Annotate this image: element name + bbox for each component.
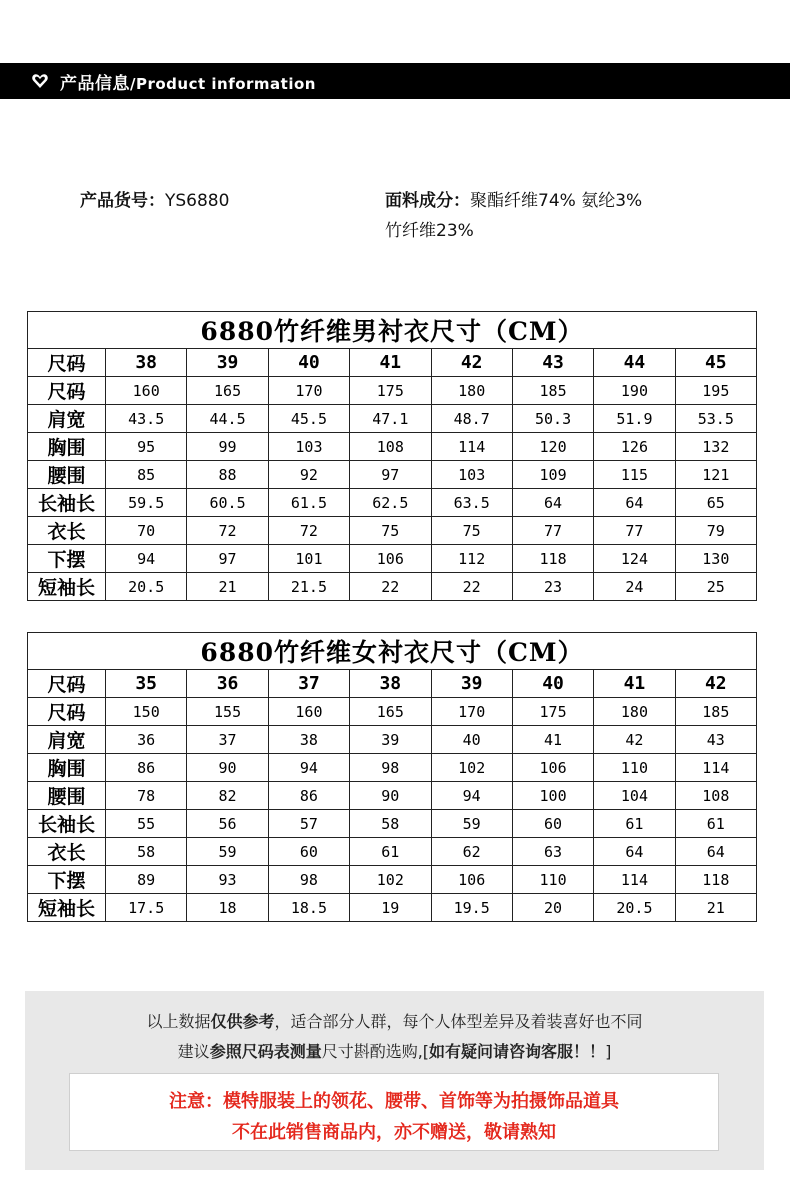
table-cell: 94 [106, 545, 187, 573]
table-cell: 86 [268, 782, 349, 810]
table-cell: 114 [431, 433, 512, 461]
table-cell: 86 [106, 754, 187, 782]
table-cell: 97 [350, 461, 431, 489]
table-cell: 72 [187, 517, 268, 545]
row-label: 尺码 [28, 698, 106, 726]
heart-icon [30, 71, 50, 91]
table-cell: 106 [431, 866, 512, 894]
table-cell: 21.5 [268, 573, 349, 601]
notice-text: 以上数据 [146, 1012, 211, 1031]
table-cell: 24 [594, 573, 675, 601]
table-cell: 195 [675, 377, 756, 405]
table-cell: 112 [431, 545, 512, 573]
row-label: 尺码 [28, 377, 106, 405]
table-cell: 101 [268, 545, 349, 573]
table-cell: 85 [106, 461, 187, 489]
warning-line-2: 不在此销售商品内，亦不赠送，敬请熟知 [232, 1122, 556, 1143]
table-cell: 103 [268, 433, 349, 461]
section-header [0, 63, 790, 99]
table-cell: 50.3 [512, 405, 593, 433]
table-cell: 110 [512, 866, 593, 894]
table-cell: 77 [594, 517, 675, 545]
table-cell: 58 [106, 838, 187, 866]
table-cell: 99 [187, 433, 268, 461]
table-cell: 75 [431, 517, 512, 545]
table-cell: 170 [431, 698, 512, 726]
table-cell: 75 [350, 517, 431, 545]
table-cell: 108 [350, 433, 431, 461]
table-cell: 92 [268, 461, 349, 489]
table-cell: 106 [512, 754, 593, 782]
table-cell: 41 [594, 670, 675, 698]
table-cell: 118 [675, 866, 756, 894]
table-cell: 60 [512, 810, 593, 838]
table-cell: 60.5 [187, 489, 268, 517]
table-row [28, 698, 757, 726]
table-cell: 22 [431, 573, 512, 601]
table-cell: 130 [675, 545, 756, 573]
table-cell: 37 [187, 726, 268, 754]
table-cell: 180 [431, 377, 512, 405]
table-cell: 98 [268, 866, 349, 894]
row-label: 长袖长 [28, 810, 106, 838]
table-cell: 64 [594, 489, 675, 517]
table-cell: 114 [675, 754, 756, 782]
women-table-caption: 6880竹纤维女衬衣尺寸（CM） [28, 633, 757, 670]
table-cell: 155 [187, 698, 268, 726]
table-cell: 175 [350, 377, 431, 405]
row-label: 胸围 [28, 433, 106, 461]
fabric-line2: 竹纤维23% [385, 221, 474, 241]
table-cell: 36 [187, 670, 268, 698]
table-cell: 160 [268, 698, 349, 726]
row-label: 尺码 [28, 349, 106, 377]
table-cell: 39 [431, 670, 512, 698]
table-cell: 19 [350, 894, 431, 922]
table-cell: 185 [675, 698, 756, 726]
table-cell: 43.5 [106, 405, 187, 433]
row-label: 肩宽 [28, 405, 106, 433]
table-cell: 106 [350, 545, 431, 573]
table-cell: 39 [187, 349, 268, 377]
table-row [28, 377, 757, 405]
table-cell: 124 [594, 545, 675, 573]
table-cell: 89 [106, 866, 187, 894]
table-row [28, 545, 757, 573]
table-cell: 41 [512, 726, 593, 754]
table-cell: 43 [512, 349, 593, 377]
table-cell: 64 [675, 838, 756, 866]
table-cell: 53.5 [675, 405, 756, 433]
notice-emphasis: 如有疑问请咨询客服！！ [429, 1042, 606, 1061]
table-cell: 62.5 [350, 489, 431, 517]
table-row [28, 670, 757, 698]
table-cell: 61 [350, 838, 431, 866]
table-cell: 103 [431, 461, 512, 489]
table-cell: 21 [675, 894, 756, 922]
fabric-composition [385, 186, 642, 246]
table-cell: 114 [594, 866, 675, 894]
table-cell: 55 [106, 810, 187, 838]
notice-emphasis: 仅供参考 [210, 1012, 275, 1031]
table-cell: 110 [594, 754, 675, 782]
table-cell: 43 [675, 726, 756, 754]
table-cell: 165 [187, 377, 268, 405]
table-cell: 17.5 [106, 894, 187, 922]
table-cell: 39 [350, 726, 431, 754]
table-cell: 48.7 [431, 405, 512, 433]
table-cell: 118 [512, 545, 593, 573]
table-cell: 38 [268, 726, 349, 754]
table-cell: 102 [431, 754, 512, 782]
table-cell: 175 [512, 698, 593, 726]
notice-line-1 [25, 1009, 764, 1032]
table-cell: 20.5 [106, 573, 187, 601]
women-size-table [27, 632, 757, 922]
table-row [28, 405, 757, 433]
table-cell: 20 [512, 894, 593, 922]
section-title [60, 69, 316, 94]
product-code-label: 产品货号： [80, 191, 165, 211]
table-cell: 132 [675, 433, 756, 461]
table-row [28, 726, 757, 754]
men-size-table [27, 311, 757, 601]
notice-emphasis: 参照尺码表测量 [209, 1042, 322, 1061]
table-cell: 94 [268, 754, 349, 782]
table-cell: 90 [350, 782, 431, 810]
table-cell: 82 [187, 782, 268, 810]
men-table-caption: 6880竹纤维男衬衣尺寸（CM） [28, 312, 757, 349]
table-cell: 60 [268, 838, 349, 866]
table-cell: 36 [106, 726, 187, 754]
table-cell: 65 [675, 489, 756, 517]
table-cell: 56 [187, 810, 268, 838]
table-row [28, 349, 757, 377]
notice-text: 尺寸斟酌选购,[ [321, 1042, 430, 1061]
table-cell: 40 [431, 726, 512, 754]
table-cell: 62 [431, 838, 512, 866]
table-cell: 160 [106, 377, 187, 405]
table-cell: 38 [106, 349, 187, 377]
fabric-line1: 聚酯纤维74% 氨纶3% [470, 191, 643, 211]
table-cell: 109 [512, 461, 593, 489]
table-row [28, 810, 757, 838]
table-row [28, 754, 757, 782]
notice-text: ] [605, 1042, 612, 1061]
table-cell: 37 [268, 670, 349, 698]
table-cell: 104 [594, 782, 675, 810]
table-cell: 38 [350, 670, 431, 698]
table-cell: 64 [594, 838, 675, 866]
table-cell: 98 [350, 754, 431, 782]
table-cell: 47.1 [350, 405, 431, 433]
table-cell: 185 [512, 377, 593, 405]
table-cell: 97 [187, 545, 268, 573]
warning-line-1: 注意：模特服装上的领花、腰带、首饰等为拍摄饰品道具 [169, 1091, 619, 1112]
table-cell: 95 [106, 433, 187, 461]
table-cell: 19.5 [431, 894, 512, 922]
table-cell: 44.5 [187, 405, 268, 433]
table-cell: 25 [675, 573, 756, 601]
table-row [28, 489, 757, 517]
table-cell: 70 [106, 517, 187, 545]
table-cell: 22 [350, 573, 431, 601]
table-cell: 126 [594, 433, 675, 461]
table-cell: 64 [512, 489, 593, 517]
table-cell: 79 [675, 517, 756, 545]
table-cell: 165 [350, 698, 431, 726]
table-cell: 35 [106, 670, 187, 698]
table-cell: 21 [187, 573, 268, 601]
row-label: 胸围 [28, 754, 106, 782]
notice-line-2 [25, 1039, 764, 1062]
row-label: 尺码 [28, 670, 106, 698]
table-cell: 72 [268, 517, 349, 545]
table-cell: 59 [187, 838, 268, 866]
table-row [28, 866, 757, 894]
notice-panel [25, 991, 764, 1170]
row-label: 腰围 [28, 782, 106, 810]
row-label: 长袖长 [28, 489, 106, 517]
section-title-cn: 产品信息 [60, 73, 130, 94]
table-cell: 170 [268, 377, 349, 405]
table-cell: 44 [594, 349, 675, 377]
row-label: 衣长 [28, 838, 106, 866]
table-cell: 88 [187, 461, 268, 489]
table-row [28, 838, 757, 866]
table-cell: 42 [431, 349, 512, 377]
table-cell: 93 [187, 866, 268, 894]
row-label: 腰围 [28, 461, 106, 489]
table-cell: 18.5 [268, 894, 349, 922]
row-label: 短袖长 [28, 894, 106, 922]
table-cell: 115 [594, 461, 675, 489]
table-cell: 41 [350, 349, 431, 377]
table-cell: 23 [512, 573, 593, 601]
table-cell: 100 [512, 782, 593, 810]
table-cell: 57 [268, 810, 349, 838]
table-row [28, 517, 757, 545]
table-cell: 63.5 [431, 489, 512, 517]
warning-box [69, 1073, 719, 1151]
table-cell: 90 [187, 754, 268, 782]
table-cell: 20.5 [594, 894, 675, 922]
table-cell: 63 [512, 838, 593, 866]
product-code-value: YS6880 [165, 191, 230, 211]
table-cell: 45.5 [268, 405, 349, 433]
row-label: 下摆 [28, 866, 106, 894]
table-cell: 180 [594, 698, 675, 726]
row-label: 衣长 [28, 517, 106, 545]
table-cell: 61.5 [268, 489, 349, 517]
table-cell: 77 [512, 517, 593, 545]
table-cell: 108 [675, 782, 756, 810]
table-cell: 190 [594, 377, 675, 405]
fabric-label: 面料成分： [385, 191, 470, 211]
product-code [80, 186, 229, 211]
table-row [28, 433, 757, 461]
table-cell: 58 [350, 810, 431, 838]
table-cell: 42 [594, 726, 675, 754]
notice-text: ，适合部分人群，每个人体型差异及着装喜好也不同 [274, 1012, 643, 1031]
section-title-en: /Product information [130, 74, 316, 93]
table-row [28, 573, 757, 601]
table-cell: 61 [675, 810, 756, 838]
table-cell: 78 [106, 782, 187, 810]
table-cell: 40 [268, 349, 349, 377]
table-cell: 45 [675, 349, 756, 377]
row-label: 短袖长 [28, 573, 106, 601]
row-label: 下摆 [28, 545, 106, 573]
table-row [28, 782, 757, 810]
table-cell: 94 [431, 782, 512, 810]
table-cell: 51.9 [594, 405, 675, 433]
notice-text: 建议 [177, 1042, 210, 1061]
table-cell: 150 [106, 698, 187, 726]
table-cell: 18 [187, 894, 268, 922]
table-cell: 61 [594, 810, 675, 838]
table-cell: 59.5 [106, 489, 187, 517]
row-label: 肩宽 [28, 726, 106, 754]
table-cell: 120 [512, 433, 593, 461]
table-row [28, 461, 757, 489]
table-row [28, 894, 757, 922]
table-cell: 42 [675, 670, 756, 698]
table-cell: 59 [431, 810, 512, 838]
table-cell: 40 [512, 670, 593, 698]
table-cell: 102 [350, 866, 431, 894]
table-cell: 121 [675, 461, 756, 489]
